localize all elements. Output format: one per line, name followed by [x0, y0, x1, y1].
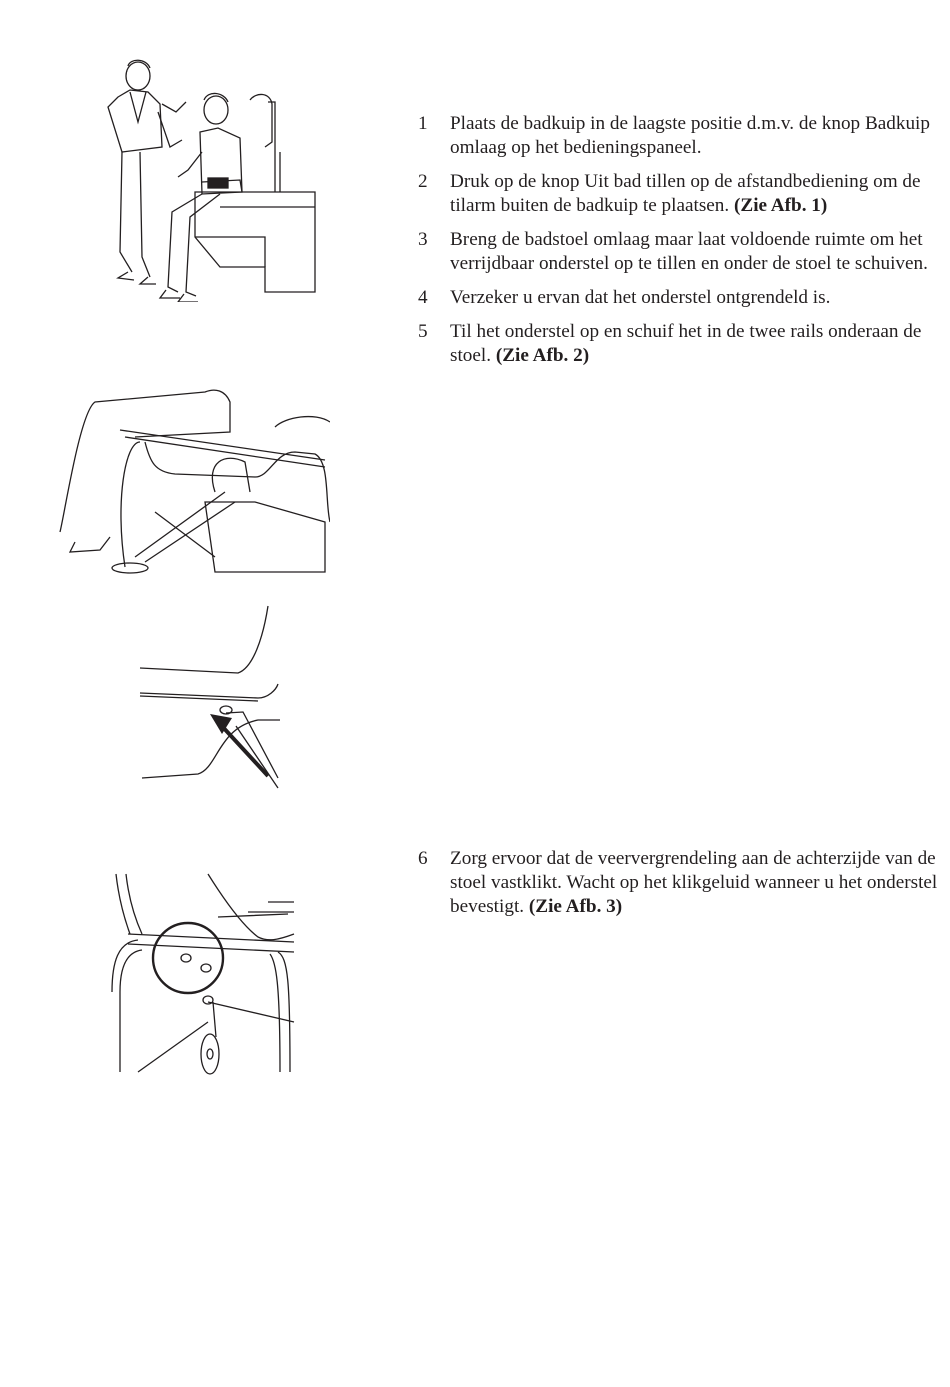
- step-number: 2: [418, 171, 428, 192]
- caregiver-bath-lift-illustration: [100, 52, 325, 302]
- figure-1: [100, 52, 325, 302]
- chair-base-rails-illustration: [55, 382, 330, 574]
- step-text: Zorg ervoor dat de veervergrendeling aan de achterzijde van de stoel vastklikt. Wacht op het klikgeluid wanneer u het onderstel bevestigt. (Zie Afb. 3): [450, 848, 938, 917]
- step-text: Verzeker u ervan dat het onderstel ontgrendeld is.: [450, 287, 831, 308]
- step-1: [418, 112, 950, 160]
- steps-list-2: [418, 847, 950, 929]
- step-6: [418, 847, 950, 919]
- step-number: 5: [418, 321, 428, 342]
- rail-arrow-detail-illustration: [118, 598, 283, 790]
- step-number: 6: [418, 848, 428, 869]
- step-number: 3: [418, 229, 428, 250]
- step-number: 1: [418, 113, 428, 134]
- figure-4: [98, 872, 300, 1077]
- step-number: 4: [418, 287, 428, 308]
- step-4: [418, 286, 950, 310]
- spring-lock-circle-illustration: [98, 872, 300, 1077]
- steps-list-1: [418, 112, 950, 378]
- figure-reference: (Zie Afb. 1): [734, 195, 828, 216]
- figure-reference: (Zie Afb. 3): [528, 896, 623, 917]
- figure-3: [118, 598, 283, 790]
- figure-2: [55, 382, 330, 574]
- step-text: Breng de badstoel omlaag maar laat voldoende ruimte om het verrijdbaar onderstel op te tillen en onder de stoel te schuiven.: [450, 229, 928, 274]
- step-text: Druk op de knop Uit bad tillen op de afstandbediening om de tilarm buiten de badkuip te plaatsen. (Zie Afb. 1): [450, 171, 921, 216]
- step-text: Plaats de badkuip in de laagste positie d.m.v. de knop Badkuip omlaag op het bedieningspaneel.: [450, 113, 930, 158]
- step-3: [418, 228, 950, 276]
- step-text: Til het onderstel op en schuif het in de twee rails onderaan de stoel. (Zie Afb. 2): [450, 321, 922, 366]
- figure-reference: (Zie Afb. 2): [495, 345, 590, 366]
- step-5: [418, 320, 950, 368]
- step-2: [418, 170, 950, 218]
